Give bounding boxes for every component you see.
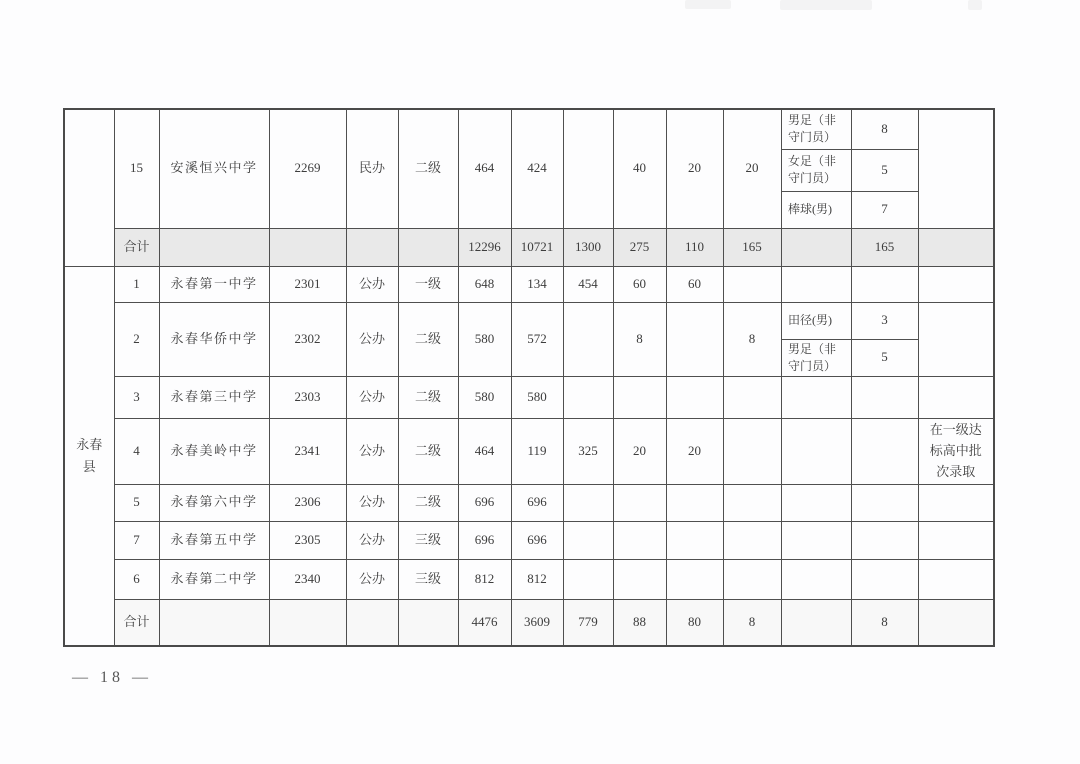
cell-value: 580 (458, 302, 511, 377)
cell-school-type: 公办 (346, 419, 398, 484)
cell-total-value: 3609 (511, 599, 563, 646)
cell-empty (563, 521, 613, 559)
table-row (64, 484, 994, 521)
cell-sport-name (781, 109, 851, 149)
table-row (64, 559, 994, 599)
cell-value: 464 (458, 419, 511, 484)
cell-school-code: 2341 (269, 419, 346, 484)
cell-value: 325 (563, 419, 613, 484)
cell-school-level: 二级 (398, 302, 458, 377)
cell-value: 696 (458, 484, 511, 521)
cell-remark-empty (918, 109, 994, 228)
cell-sport-name (781, 149, 851, 191)
cell-school-code: 2302 (269, 302, 346, 377)
cell-school-code: 2303 (269, 377, 346, 419)
cell-value: 8 (613, 302, 666, 377)
cell-school-type: 公办 (346, 377, 398, 419)
cell-row-number: 7 (114, 521, 159, 559)
sport-name-text: 棒球(男) (788, 202, 832, 217)
cell-school-level: 一级 (398, 266, 458, 302)
cell-school-name: 永春第三中学 (159, 377, 269, 419)
cell-value: 60 (666, 266, 723, 302)
cell-empty (781, 419, 851, 484)
cell-total-value: 275 (613, 228, 666, 266)
cell-empty (781, 599, 851, 646)
cell-empty (781, 484, 851, 521)
cell-value: 572 (511, 302, 563, 377)
cell-school-code: 2305 (269, 521, 346, 559)
cell-empty (781, 266, 851, 302)
cell-value: 454 (563, 266, 613, 302)
cell-school-type: 民办 (346, 109, 398, 228)
cell-empty (781, 228, 851, 266)
cell-school-name: 安溪恒兴中学 (159, 109, 269, 228)
cell-empty (269, 228, 346, 266)
cell-school-name: 永春第二中学 (159, 559, 269, 599)
cell-school-type: 公办 (346, 266, 398, 302)
scan-artifact (780, 0, 872, 10)
table-row (64, 377, 994, 419)
cell-value: 464 (458, 109, 511, 228)
cell-empty (563, 559, 613, 599)
cell-remark-empty (918, 302, 994, 377)
cell-sport-name (781, 339, 851, 377)
cell-value: 580 (458, 377, 511, 419)
cell-value: 812 (458, 559, 511, 599)
cell-empty (563, 302, 613, 377)
cell-value: 696 (458, 521, 511, 559)
cell-school-name: 永春第五中学 (159, 521, 269, 559)
cell-row-number: 5 (114, 484, 159, 521)
cell-value: 424 (511, 109, 563, 228)
cell-school-level: 二级 (398, 377, 458, 419)
cell-value: 580 (511, 377, 563, 419)
cell-value: 20 (613, 419, 666, 484)
cell-empty (781, 377, 851, 419)
cell-empty (666, 484, 723, 521)
cell-school-level: 二级 (398, 419, 458, 484)
table-row (64, 266, 994, 302)
cell-row-number: 15 (114, 109, 159, 228)
cell-empty (666, 559, 723, 599)
cell-school-level: 三级 (398, 559, 458, 599)
cell-school-level: 二级 (398, 109, 458, 228)
cell-empty (851, 559, 918, 599)
cell-sport-name (781, 302, 851, 339)
cell-empty (613, 377, 666, 419)
cell-total-value: 12296 (458, 228, 511, 266)
cell-value: 696 (511, 484, 563, 521)
page-number: — 18 — (72, 669, 152, 686)
cell-empty (398, 599, 458, 646)
cell-empty (269, 599, 346, 646)
cell-remark-empty (918, 559, 994, 599)
cell-row-number: 2 (114, 302, 159, 377)
table-row (64, 419, 994, 484)
table-row (64, 109, 994, 149)
cell-empty (398, 228, 458, 266)
cell-remark-empty (918, 266, 994, 302)
cell-sport-count: 5 (851, 339, 918, 377)
cell-total-value: 110 (666, 228, 723, 266)
cell-row-number: 4 (114, 419, 159, 484)
sport-name-text: 女足（非守门员） (788, 153, 837, 185)
cell-empty (851, 266, 918, 302)
scan-artifact (685, 0, 731, 9)
cell-empty (159, 228, 269, 266)
county-cell (64, 266, 114, 646)
cell-total-value: 1300 (563, 228, 613, 266)
cell-empty (346, 599, 398, 646)
cell-total-value: 8 (851, 599, 918, 646)
cell-empty (851, 419, 918, 484)
cell-empty (918, 228, 994, 266)
sport-name-text: 男足（非守门员） (788, 112, 837, 145)
cell-total-value: 4476 (458, 599, 511, 646)
cell-empty (723, 559, 781, 599)
cell-value: 20 (666, 109, 723, 228)
cell-school-code: 2340 (269, 559, 346, 599)
cell-remark-empty (918, 521, 994, 559)
cell-remark-empty (918, 484, 994, 521)
cell-value: 8 (723, 302, 781, 377)
cell-total-value: 165 (851, 228, 918, 266)
cell-empty (613, 521, 666, 559)
cell-value: 648 (458, 266, 511, 302)
county-name-text: 永春县 (76, 436, 103, 474)
table-row (64, 521, 994, 559)
cell-school-code: 2301 (269, 266, 346, 302)
cell-total-value: 10721 (511, 228, 563, 266)
cell-empty (346, 228, 398, 266)
section1-total-row (64, 228, 994, 266)
cell-empty (918, 599, 994, 646)
cell-row-number: 6 (114, 559, 159, 599)
cell-value: 119 (511, 419, 563, 484)
cell-school-name: 永春第一中学 (159, 266, 269, 302)
cell-value: 812 (511, 559, 563, 599)
cell-value: 20 (723, 109, 781, 228)
cell-value: 134 (511, 266, 563, 302)
cell-remark-empty (918, 377, 994, 419)
cell-school-level: 三级 (398, 521, 458, 559)
cell-total-value: 88 (613, 599, 666, 646)
cell-school-name: 永春第六中学 (159, 484, 269, 521)
cell-value: 60 (613, 266, 666, 302)
cell-empty (723, 484, 781, 521)
cell-empty (851, 484, 918, 521)
cell-school-type: 公办 (346, 559, 398, 599)
remark-text: 在一级达标高中批次录取 (929, 422, 982, 479)
cell-empty (851, 521, 918, 559)
county-cell-continued (64, 109, 114, 266)
cell-school-type: 公办 (346, 484, 398, 521)
cell-value: 40 (613, 109, 666, 228)
cell-empty (723, 419, 781, 484)
cell-value: 696 (511, 521, 563, 559)
sport-name-text: 田径(男) (788, 313, 832, 328)
cell-empty (666, 377, 723, 419)
sport-name-text: 男足（非守门员） (788, 341, 837, 373)
cell-total-value: 8 (723, 599, 781, 646)
section2-total-row (64, 599, 994, 646)
cell-school-level: 二级 (398, 484, 458, 521)
cell-row-number: 1 (114, 266, 159, 302)
cell-empty (723, 521, 781, 559)
cell-sport-count: 3 (851, 302, 918, 339)
cell-sport-count: 7 (851, 191, 918, 228)
cell-sport-count: 8 (851, 109, 918, 149)
cell-total-value: 779 (563, 599, 613, 646)
cell-empty (613, 484, 666, 521)
cell-empty (781, 559, 851, 599)
cell-empty (666, 302, 723, 377)
cell-total-value: 80 (666, 599, 723, 646)
table-row (64, 302, 994, 339)
cell-sport-count: 5 (851, 149, 918, 191)
cell-school-code: 2306 (269, 484, 346, 521)
cell-total-value: 165 (723, 228, 781, 266)
cell-school-code: 2269 (269, 109, 346, 228)
cell-remark (918, 419, 994, 484)
cell-empty (781, 521, 851, 559)
cell-empty (666, 521, 723, 559)
cell-empty (723, 377, 781, 419)
cell-empty (563, 484, 613, 521)
cell-empty (563, 377, 613, 419)
cell-empty (613, 559, 666, 599)
scan-artifact (968, 0, 982, 10)
cell-school-type: 公办 (346, 302, 398, 377)
cell-school-name: 永春华侨中学 (159, 302, 269, 377)
cell-school-type: 公办 (346, 521, 398, 559)
enrollment-table (63, 108, 995, 647)
cell-empty (563, 109, 613, 228)
cell-sport-name (781, 191, 851, 228)
cell-school-name: 永春美岭中学 (159, 419, 269, 484)
cell-total-label: 合计 (114, 599, 159, 646)
cell-total-label: 合计 (114, 228, 159, 266)
cell-empty (851, 377, 918, 419)
cell-value: 20 (666, 419, 723, 484)
cell-empty (159, 599, 269, 646)
cell-row-number: 3 (114, 377, 159, 419)
cell-empty (723, 266, 781, 302)
